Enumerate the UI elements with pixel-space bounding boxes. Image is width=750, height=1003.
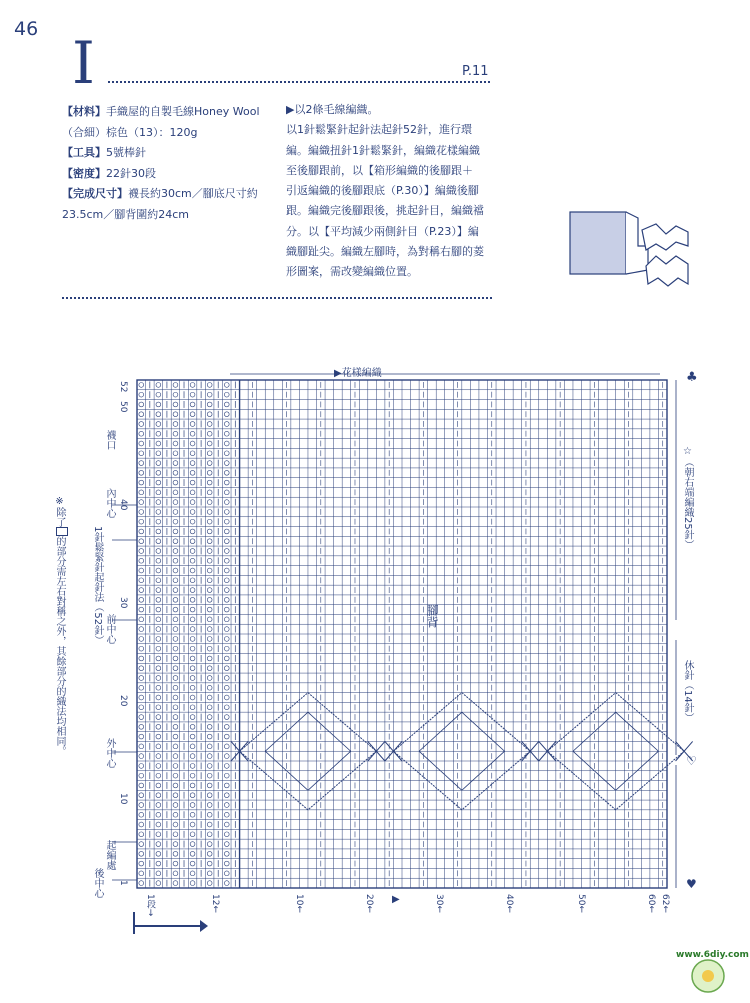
size-line: 【完成尺寸】襪長約30cm／腳底尺寸約 [62,187,258,200]
col-tick: 50← [576,894,586,913]
chart-grid [112,374,676,888]
col-tick: 40← [504,894,514,913]
heart-icon: ♥ [686,877,697,891]
label-cast-on: 1針鬆緊針起針法（52針） [92,526,103,646]
site-logo-icon [678,956,738,996]
chart-top-label: ▶花樣編織 [334,368,382,379]
row-tick: 50 [118,401,128,413]
tools-line: 【工具】5號棒針 [62,146,146,159]
instruction-line: 織腳趾尖。編織左腳時，為對稱右腳的菱 [286,245,484,259]
col-tick: 62← [660,894,670,913]
label-start: 起編處 [104,840,115,870]
size-line: 23.5cm／腳背圍約24cm [62,207,190,221]
row-tick: 40 [118,499,128,511]
materials-line: 【材料】手織屋的自製毛線Honey Wool [62,105,260,118]
row-tick: 52 [118,381,128,393]
start-arrow-icon: ▶ [392,894,400,905]
label-front-center: 前中心 [104,614,115,644]
label-outer-center: 外中心 [104,738,115,768]
footnote: ※除了的部分需左右對稱之外，其餘部分的織法均相同。 [52,496,68,756]
club-icon: ♣ [686,370,698,385]
chart-center-label: 腳背 [425,604,439,628]
instruction-line: 引返編織的後腳跟底（P.30）】編織後腳 [286,184,479,198]
instruction-line: 編。編織扭針1針鬆緊針，編織花樣編織 [286,143,480,157]
legend-swatch-icon [56,527,68,536]
col-tick: 30← [434,894,444,913]
instruction-line: 以1針鬆緊針起針法起針52針，進行環 [286,123,472,137]
instruction-line: ▶以2條毛線編織。 [286,103,379,116]
col-tick: 12← [210,894,220,913]
instruction-line: 跟。編織完後腳跟後，挑起針目，編織襠 [286,204,484,218]
knitting-direction-arrow-icon [130,908,210,938]
label-rest-stitches: 休針（14針） [682,660,693,723]
label-cuff: 襪口 [104,430,115,450]
instruction-line: 分。以【平均減少兩側針目（P.23）】編 [286,224,479,238]
page-reference: P.11 [462,64,489,79]
col-tick: 20← [364,894,374,913]
col-tick: 60← [646,894,656,913]
site-url: www.6diy.com [676,950,749,960]
label-inner-center: 內中心 [104,488,115,518]
gauge-line: 【密度】22針30段 [62,166,156,180]
col-tick: 1段→ [145,894,155,917]
row-tick: 1 [118,880,128,886]
pattern-letter: I [72,29,95,97]
col-tick: 10← [294,894,304,913]
row-tick: 10 [118,793,128,805]
page-number: 46 [14,18,39,40]
heart-outline-icon: ♡ [686,754,697,768]
row-tick: 20 [118,695,128,707]
instruction-line: 形圖案，需改變編織位置。 [286,265,418,279]
instruction-line: 至後腳跟前，以【箱形編織的後腳跟＋ [286,163,473,177]
materials-line: （合細）棕色（13）：120g [62,125,198,139]
label-right-star: ☆（朝右端編織25針） [682,446,693,550]
row-tick: 30 [118,597,128,609]
label-back-center: 後中心 [92,868,103,898]
